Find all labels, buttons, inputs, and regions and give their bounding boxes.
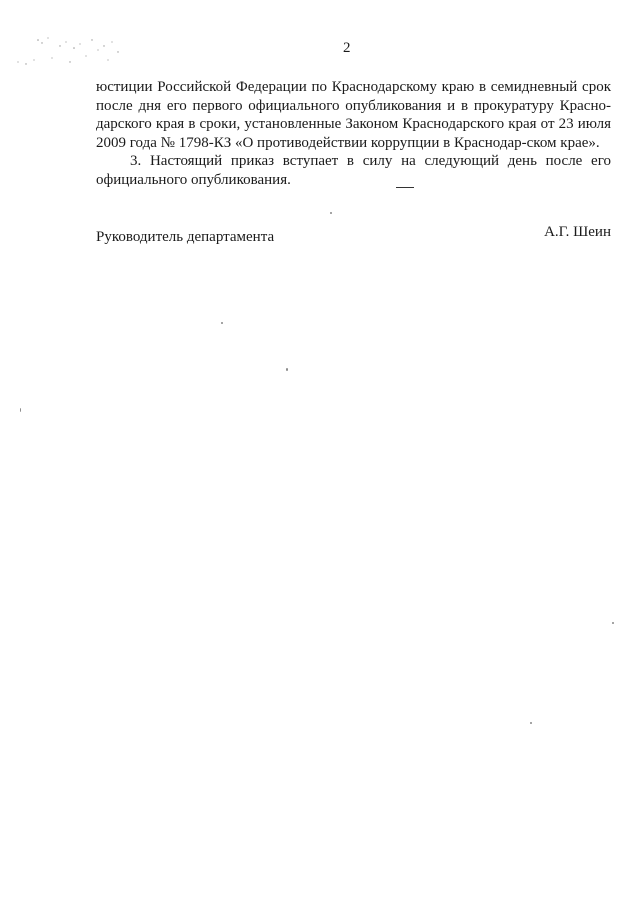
- signatory-name: А.Г. Шеин: [544, 224, 611, 240]
- stray-dash-mark: [396, 187, 414, 188]
- scan-speck: [530, 722, 532, 724]
- document-body: [96, 78, 611, 189]
- paragraph-item-3: 3. Настоящий приказ вступает в силу на следующий день после его официального опубликования.: [96, 153, 611, 188]
- signatory-position: Руководитель департамента: [96, 229, 275, 245]
- scan-noise-marks: [8, 34, 128, 70]
- page-number: 2: [343, 40, 351, 56]
- scan-speck: [286, 368, 288, 371]
- paragraph-continuation: юстиции Российской Федерации по Краснодарскому краю в семидневный срок после дня его первого официального опубликования и в прокуратуру Красно-дарского края в сроки, установленные Законом Краснодарского края от 23 июля 2009 года № 1798-КЗ «О противодействии коррупции в Краснодар-ском крае».: [96, 79, 611, 151]
- scan-speck: [20, 408, 21, 412]
- scan-speck: [330, 212, 332, 214]
- scan-speck: [612, 622, 614, 624]
- signature-block: [96, 224, 611, 246]
- scan-speck: [221, 322, 223, 324]
